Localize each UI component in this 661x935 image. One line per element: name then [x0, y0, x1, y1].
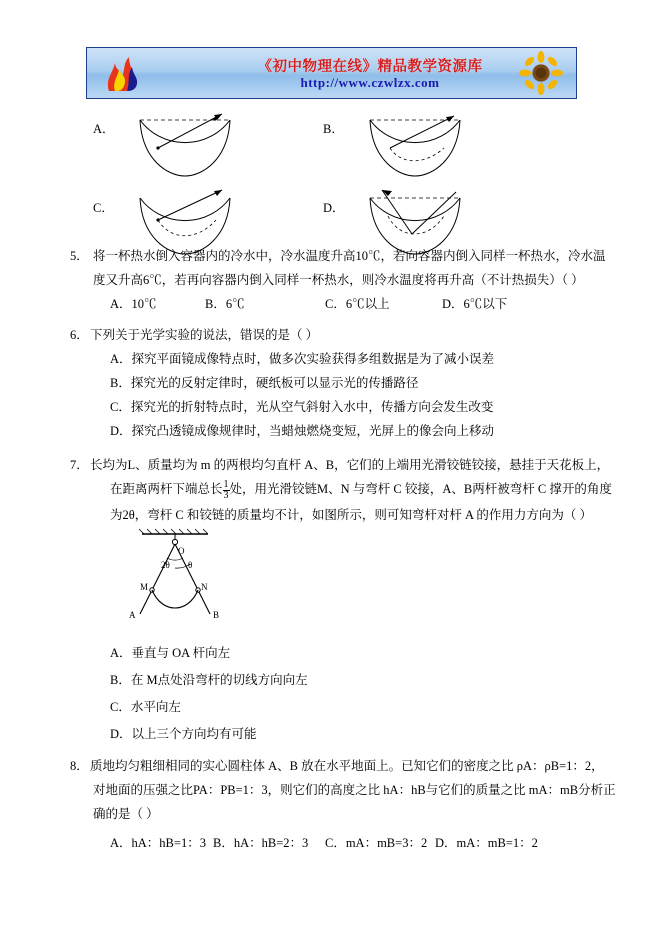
- fraction-denominator: 3: [223, 489, 229, 501]
- question-7-option-a[interactable]: A．垂直与 OA 杆向左: [110, 646, 231, 660]
- question-8-stem-line-1: 质地均匀粗细相同的实心圆柱体 A、B 放在水平地面上。已知它们的密度之比 ρA：ρB=1：2，: [90, 759, 604, 773]
- svg-text:2θ: 2θ: [161, 560, 170, 570]
- site-banner: [86, 47, 577, 99]
- figure-option-b: [348, 108, 488, 180]
- question-5-stem-line-2: 度又升高6℃，若再向容器内倒入同样一杯热水，则冷水温度将再升高（不计热损失）（ ）: [93, 273, 584, 287]
- question-6-option-a[interactable]: A．探究平面镜成像特点时，做多次实验获得多组数据是为了减小误差: [110, 352, 495, 366]
- figure-option-b-label: B．: [323, 122, 344, 136]
- question-8-option-a[interactable]: A．hA：hB=1：3: [110, 836, 206, 850]
- svg-text:O: O: [178, 546, 185, 556]
- question-7-stem-line-2-part-1: 在距离两杆下端总长: [110, 482, 223, 496]
- svg-text:A: A: [129, 610, 136, 620]
- figure-option-c-label: C．: [93, 201, 114, 215]
- question-5-number: 5．: [70, 249, 89, 263]
- svg-text:θ: θ: [188, 560, 193, 570]
- banner-title: 《初中物理在线》精品教学资源库: [257, 59, 483, 75]
- question-6-option-b[interactable]: B．探究光的反射定律时，硬纸板可以显示光的传播路径: [110, 376, 419, 390]
- flame-logo-icon: [103, 53, 147, 93]
- question-7-stem-line-2-part-2: 处，用光滑铰链M、N 与弯杆 C 铰接，A、B两杆被弯杆 C 撑开的角度: [229, 482, 612, 496]
- question-7-option-c[interactable]: C．水平向左: [110, 700, 181, 714]
- question-6-option-c[interactable]: C．探究光的折射特点时，光从空气斜射入水中，传播方向会发生改变: [110, 400, 494, 414]
- question-8-option-b[interactable]: B．hA：hB=2：3: [213, 836, 309, 850]
- svg-text:B: B: [213, 610, 220, 620]
- question-7-number: 7．: [70, 458, 89, 472]
- svg-text:M: M: [140, 582, 149, 592]
- question-7-stem-line-2: [110, 479, 612, 501]
- question-8-option-c[interactable]: C．mA：mB=3：2: [325, 836, 428, 850]
- question-6-option-d[interactable]: D．探究凸透镜成像规律时，当蜡烛燃烧变短，光屏上的像会向上移动: [110, 424, 495, 438]
- svg-text:N: N: [201, 582, 208, 592]
- question-5-option-d[interactable]: D．6℃以下: [442, 297, 508, 311]
- question-7-figure: [112, 528, 272, 628]
- figure-option-d-label: D．: [323, 201, 345, 215]
- question-7-stem-line-3: 为2θ，弯杆 C 和铰链的质量均不计，如图所示，则可知弯杆对杆 A 的作用力方向为（ ）: [110, 508, 593, 522]
- fraction-numerator: 1: [223, 478, 229, 490]
- question-6-stem: 下列关于光学实验的说法，错误的是（ ）: [90, 328, 319, 342]
- fraction-one-third: [223, 480, 230, 501]
- figure-option-a-label: A．: [93, 122, 115, 136]
- question-5-option-c[interactable]: C．6℃以上: [325, 297, 390, 311]
- question-8-stem-line-2: 对地面的压强之比PA：PB=1：3，则它们的高度之比 hA：hB与它们的质量之比 mA：mB分析正: [93, 783, 616, 797]
- banner-url: http://www.czwlzx.com: [300, 75, 440, 90]
- question-8-number: 8．: [70, 759, 89, 773]
- question-5-option-b[interactable]: B．6℃: [205, 297, 245, 311]
- question-7-option-d[interactable]: D．以上三个方向均有可能: [110, 727, 257, 741]
- question-6-number: 6．: [70, 328, 89, 342]
- question-5-stem-line-1: 将一杯热水倒入容器内的冷水中，冷水温度升高10℃，若向容器内倒入同样一杯热水，冷水温: [93, 249, 606, 263]
- question-7-stem-line-1: 长均为L、质量均为 m 的两根均匀直杆 A、B，它们的上端用光滑铰链铰接，悬挂于天花板上，: [90, 458, 610, 472]
- question-8-stem-line-3: 确的是（ ）: [93, 807, 159, 821]
- question-5-option-a[interactable]: A．10℃: [110, 297, 157, 311]
- figure-option-a: [118, 108, 258, 180]
- question-7-option-b[interactable]: B．在 M点处沿弯杆的切线方向向左: [110, 673, 308, 687]
- question-8-option-d[interactable]: D．mA：mB=1：2: [435, 836, 538, 850]
- sunflower-icon: [520, 52, 562, 94]
